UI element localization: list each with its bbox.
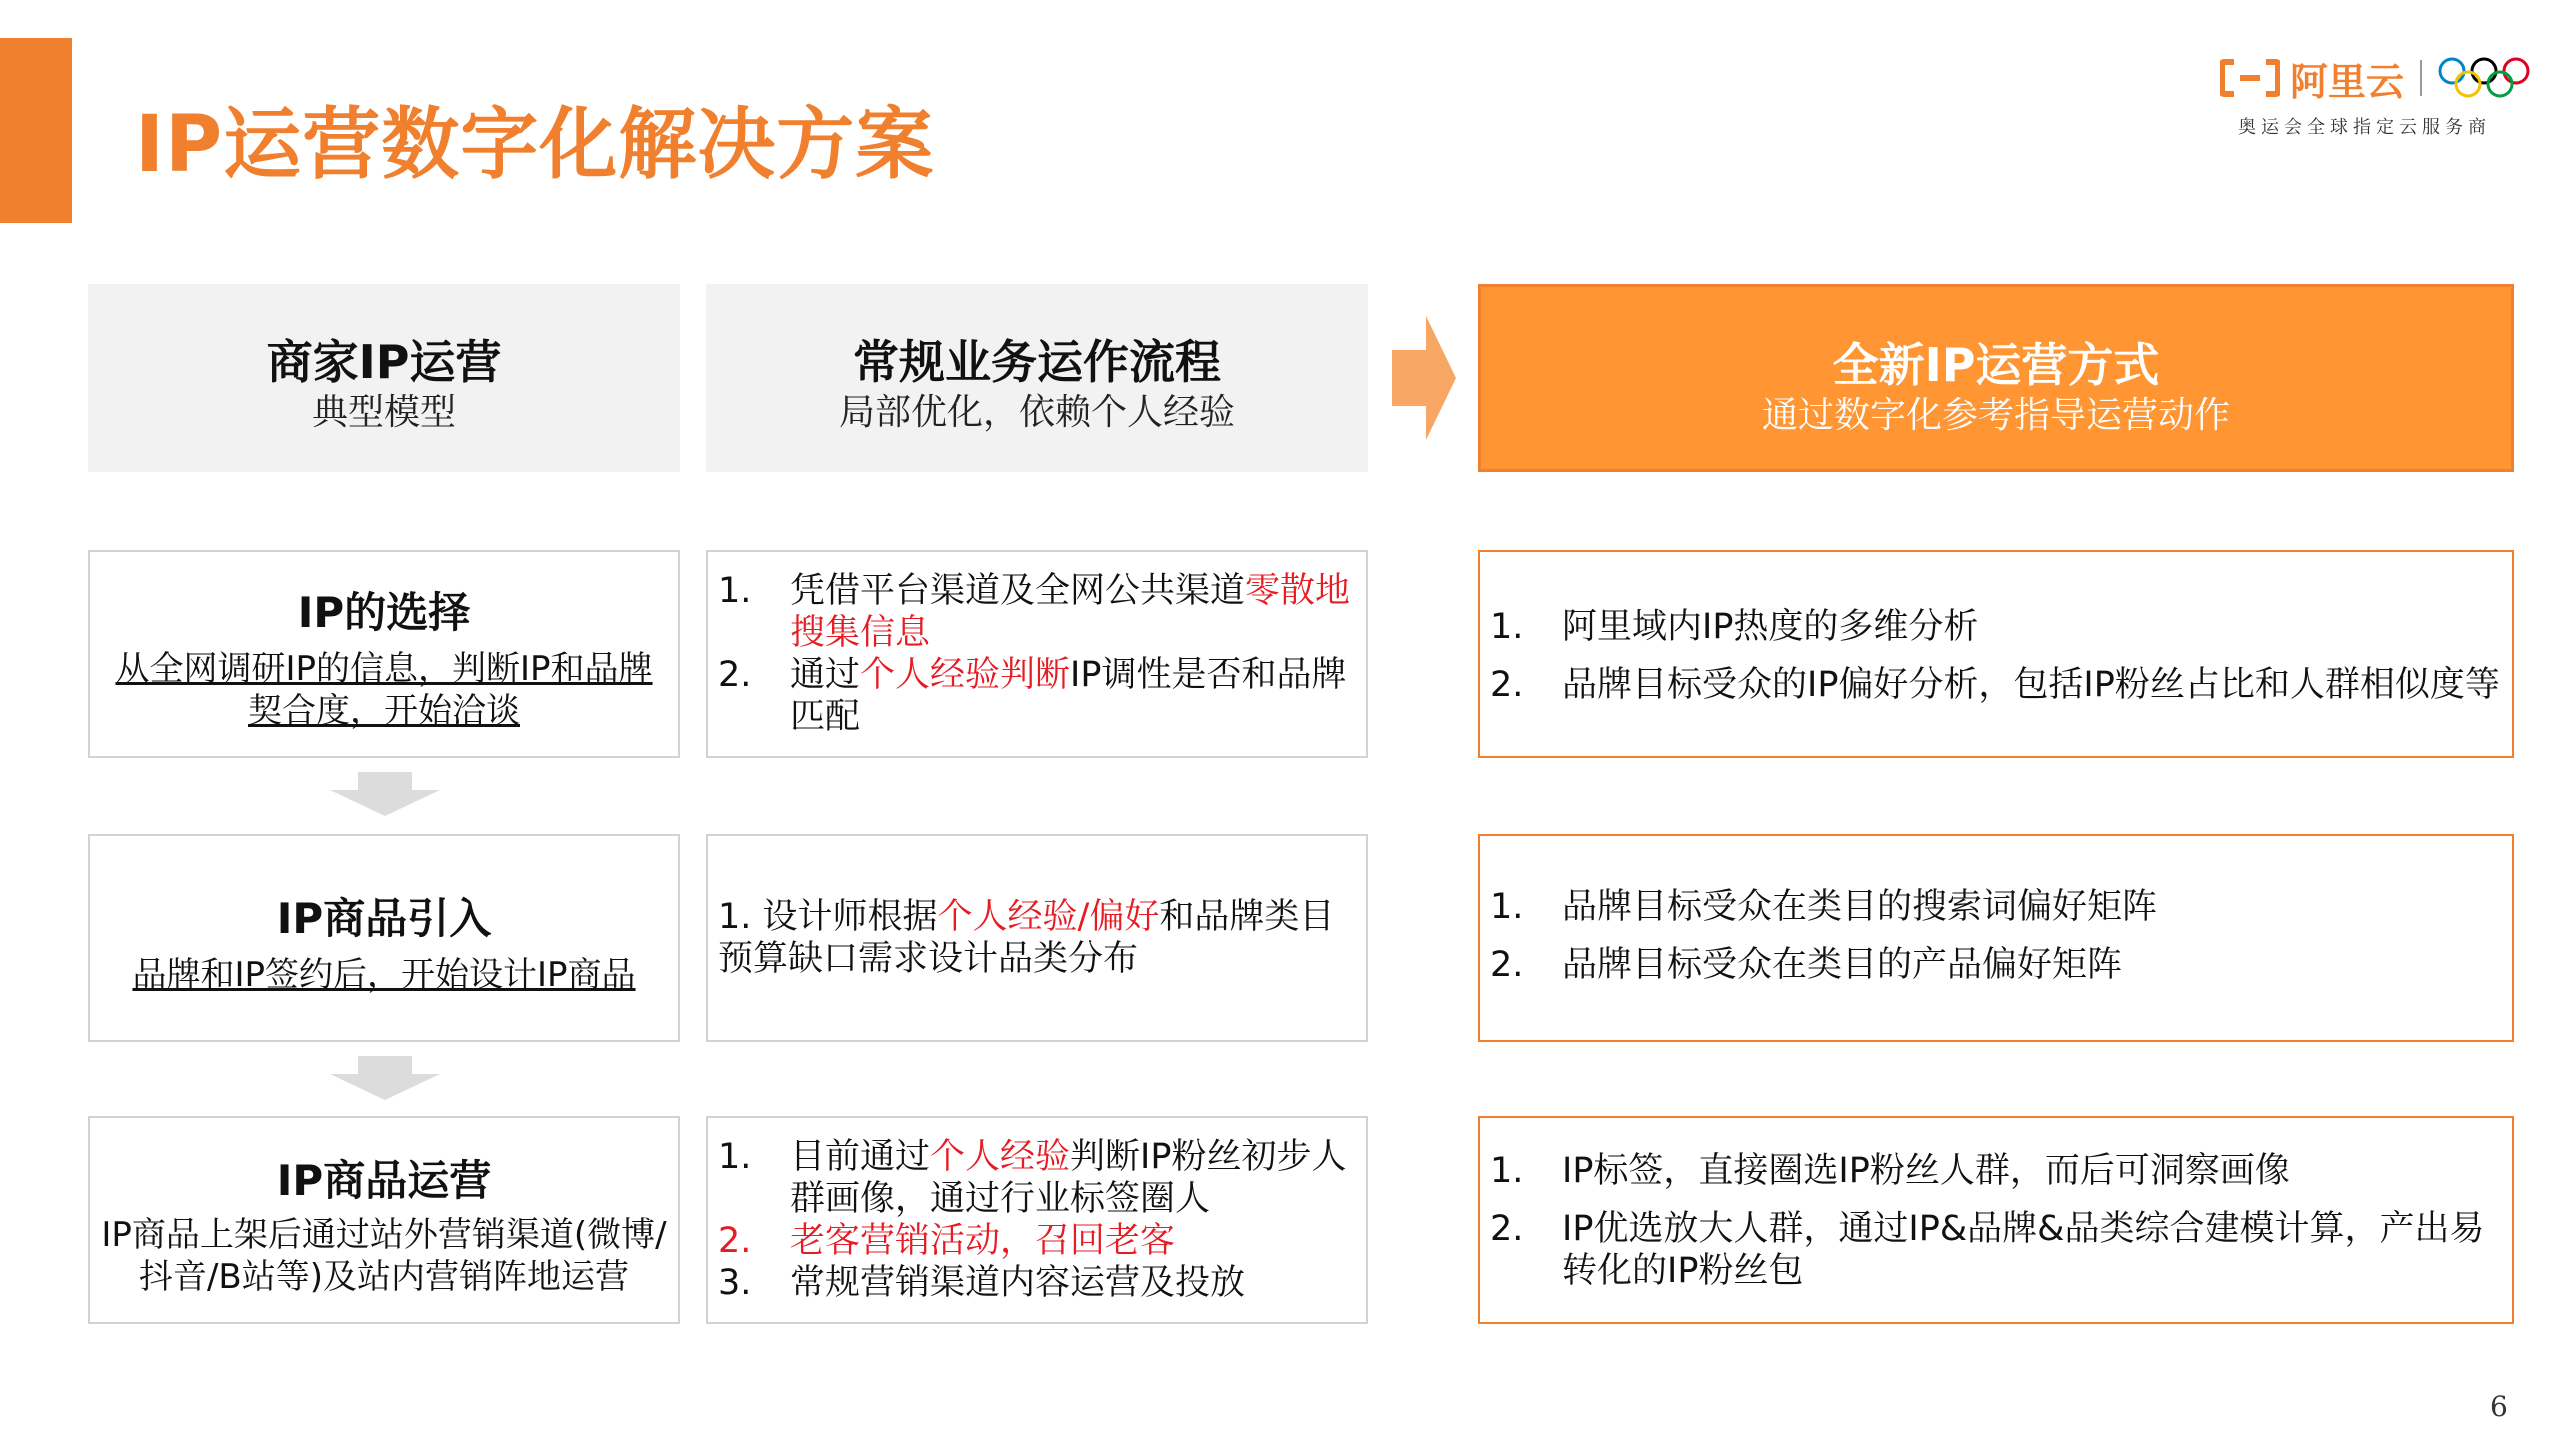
list-item: 1. 凭借平台渠道及全网公共渠道零散地搜集信息 xyxy=(718,571,1351,653)
right-arrow-icon xyxy=(1392,316,1456,440)
olympic-rings-icon xyxy=(2436,56,2532,100)
list-item: 2. 通过个人经验判断IP调性是否和品牌匹配 xyxy=(718,655,1347,737)
logo-separator xyxy=(2420,60,2422,96)
list-item: 2. IP优选放大人群，通过IP&品牌&品类综合建模计算，产出易转化的IP粉丝包 xyxy=(1490,1209,2485,1291)
list-item: 1. 品牌目标受众在类目的搜索词偏好矩阵 xyxy=(1490,887,2158,927)
regular-ip-product-operation xyxy=(706,1116,1368,1324)
list-item: 2. 品牌目标受众的IP偏好分析，包括IP粉丝占比和人群相似度等 xyxy=(1490,665,2500,705)
title-accent-bar xyxy=(0,38,72,223)
stage-description: 从全网调研IP的信息，判断IP和品牌契合度，开始洽谈 xyxy=(115,649,653,731)
list-item: 1. 阿里域内IP热度的多维分析 xyxy=(1490,607,1979,647)
stage-ip-product-operation xyxy=(88,1116,680,1324)
stage-title: IP商品引入 xyxy=(276,894,492,943)
list-item: 3. 常规营销渠道内容运营及投放 xyxy=(718,1263,1246,1303)
down-arrow-icon xyxy=(330,772,440,816)
header-subtitle: 局部优化，依赖个人经验 xyxy=(838,392,1235,433)
header-new-ip-method xyxy=(1478,284,2514,472)
header-merchant-ip xyxy=(88,284,680,472)
stage-ip-selection xyxy=(88,550,680,758)
aliyun-olympic-logo xyxy=(2220,50,2540,140)
header-title: 全新IP运营方式 xyxy=(1832,338,2160,392)
stage-title: IP的选择 xyxy=(297,588,471,637)
stage-title: IP商品运营 xyxy=(276,1156,492,1205)
regular-paragraph: 1. 设计师根据个人经验/偏好和品牌类目预算缺口需求设计品类分布 xyxy=(718,897,1335,979)
stage-description: 品牌和IP签约后，开始设计IP商品 xyxy=(132,955,636,995)
list-item: 2. 品牌目标受众在类目的产品偏好矩阵 xyxy=(1490,945,2123,985)
logo-tagline: 奥运会全球指定云服务商 xyxy=(2238,117,2491,138)
list-item: 2. 老客营销活动，召回老客 xyxy=(718,1221,1176,1261)
stage-ip-product-intro xyxy=(88,834,680,1042)
header-subtitle: 通过数字化参考指导运营动作 xyxy=(1761,395,2230,436)
page-title: IP运营数字化解决方案 xyxy=(135,100,935,190)
regular-ip-product-intro xyxy=(706,834,1368,1042)
header-subtitle: 典型模型 xyxy=(311,392,456,433)
regular-ip-selection xyxy=(706,550,1368,758)
header-title: 常规业务运作流程 xyxy=(853,335,1221,389)
list-item: 1. IP标签，直接圈选IP粉丝人群，而后可洞察画像 xyxy=(1490,1151,2290,1191)
new-ip-selection xyxy=(1478,550,2514,758)
stage-description: IP商品上架后通过站外营销渠道(微博/抖音/B站等)及站内营销阵地运营 xyxy=(101,1215,667,1297)
aliyun-logo-icon xyxy=(2220,58,2280,98)
down-arrow-icon xyxy=(330,1056,440,1100)
list-item: 1. 目前通过个人经验判断IP粉丝初步人群画像，通过行业标签圈人 xyxy=(718,1137,1347,1219)
header-regular-process xyxy=(706,284,1368,472)
page-number: 6 xyxy=(2490,1390,2508,1423)
new-ip-product-intro xyxy=(1478,834,2514,1042)
header-title: 商家IP运营 xyxy=(266,335,502,389)
new-ip-product-operation xyxy=(1478,1116,2514,1324)
logo-brand-text: 阿里云 xyxy=(2290,59,2405,104)
